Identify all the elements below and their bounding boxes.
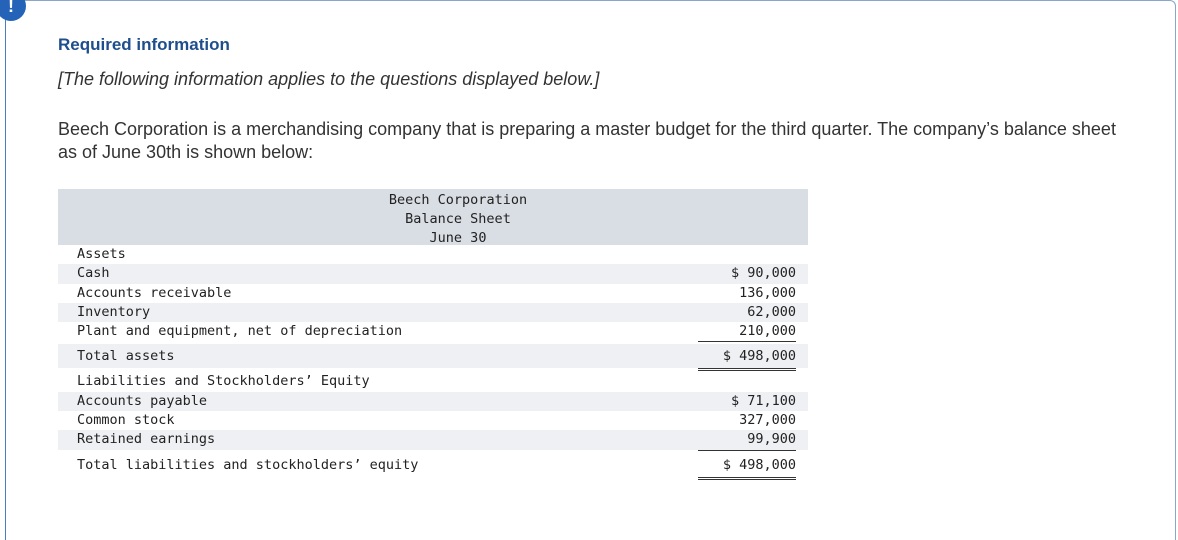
row-amount: 99,900 (747, 431, 796, 448)
liabilities-heading-row (58, 372, 808, 391)
row-amount: $ 71,100 (730, 392, 796, 409)
total-assets-row (58, 344, 808, 368)
liabilities-heading: Liabilities and Stockholders’ Equity (77, 373, 370, 390)
table-row (58, 303, 808, 322)
table-row (58, 411, 808, 430)
total-liabilities-label: Total liabilities and stockholders’ equity (77, 456, 419, 473)
balance-sheet (58, 189, 808, 477)
statement-date: June 30 (429, 230, 487, 246)
required-info-title: Required information (58, 35, 230, 54)
total-assets-amount: $ 498,000 (722, 348, 796, 365)
alert-icon: ! (0, 0, 26, 21)
table-row (58, 284, 808, 303)
row-label: Inventory (77, 303, 151, 320)
row-label: Retained earnings (77, 431, 216, 448)
row-label: Accounts payable (77, 392, 208, 409)
row-label: Common stock (77, 412, 175, 429)
table-row (58, 392, 808, 411)
row-amount: 327,000 (739, 412, 796, 429)
row-amount: 62,000 (747, 303, 796, 320)
intro-text: Beech Corporation is a merchandising company that is preparing a master budget for the third quarter. The company’s balance sheet as of June 30th is shown below: (58, 119, 1116, 162)
total-liabilities-row (58, 453, 808, 477)
statement-name: Balance Sheet (405, 211, 511, 227)
info-note: [The following information applies to the questions displayed below.] (58, 69, 600, 89)
row-amount: $ 90,000 (730, 265, 796, 282)
row-label: Accounts receivable (77, 284, 232, 301)
company-name: Beech Corporation (388, 192, 528, 208)
total-liabilities-amount: $ 498,000 (722, 456, 796, 473)
row-label: Cash (77, 265, 110, 282)
row-amount: 210,000 (739, 323, 796, 340)
total-assets-label: Total assets (77, 348, 175, 365)
assets-heading: Assets (77, 246, 126, 262)
row-label: Plant and equipment, net of depreciation (77, 323, 403, 340)
assets-heading-row (58, 245, 808, 264)
balance-sheet-header (58, 189, 808, 245)
table-row (58, 264, 808, 283)
table-row (58, 430, 808, 449)
table-row (58, 322, 808, 341)
row-amount: 136,000 (739, 284, 796, 301)
